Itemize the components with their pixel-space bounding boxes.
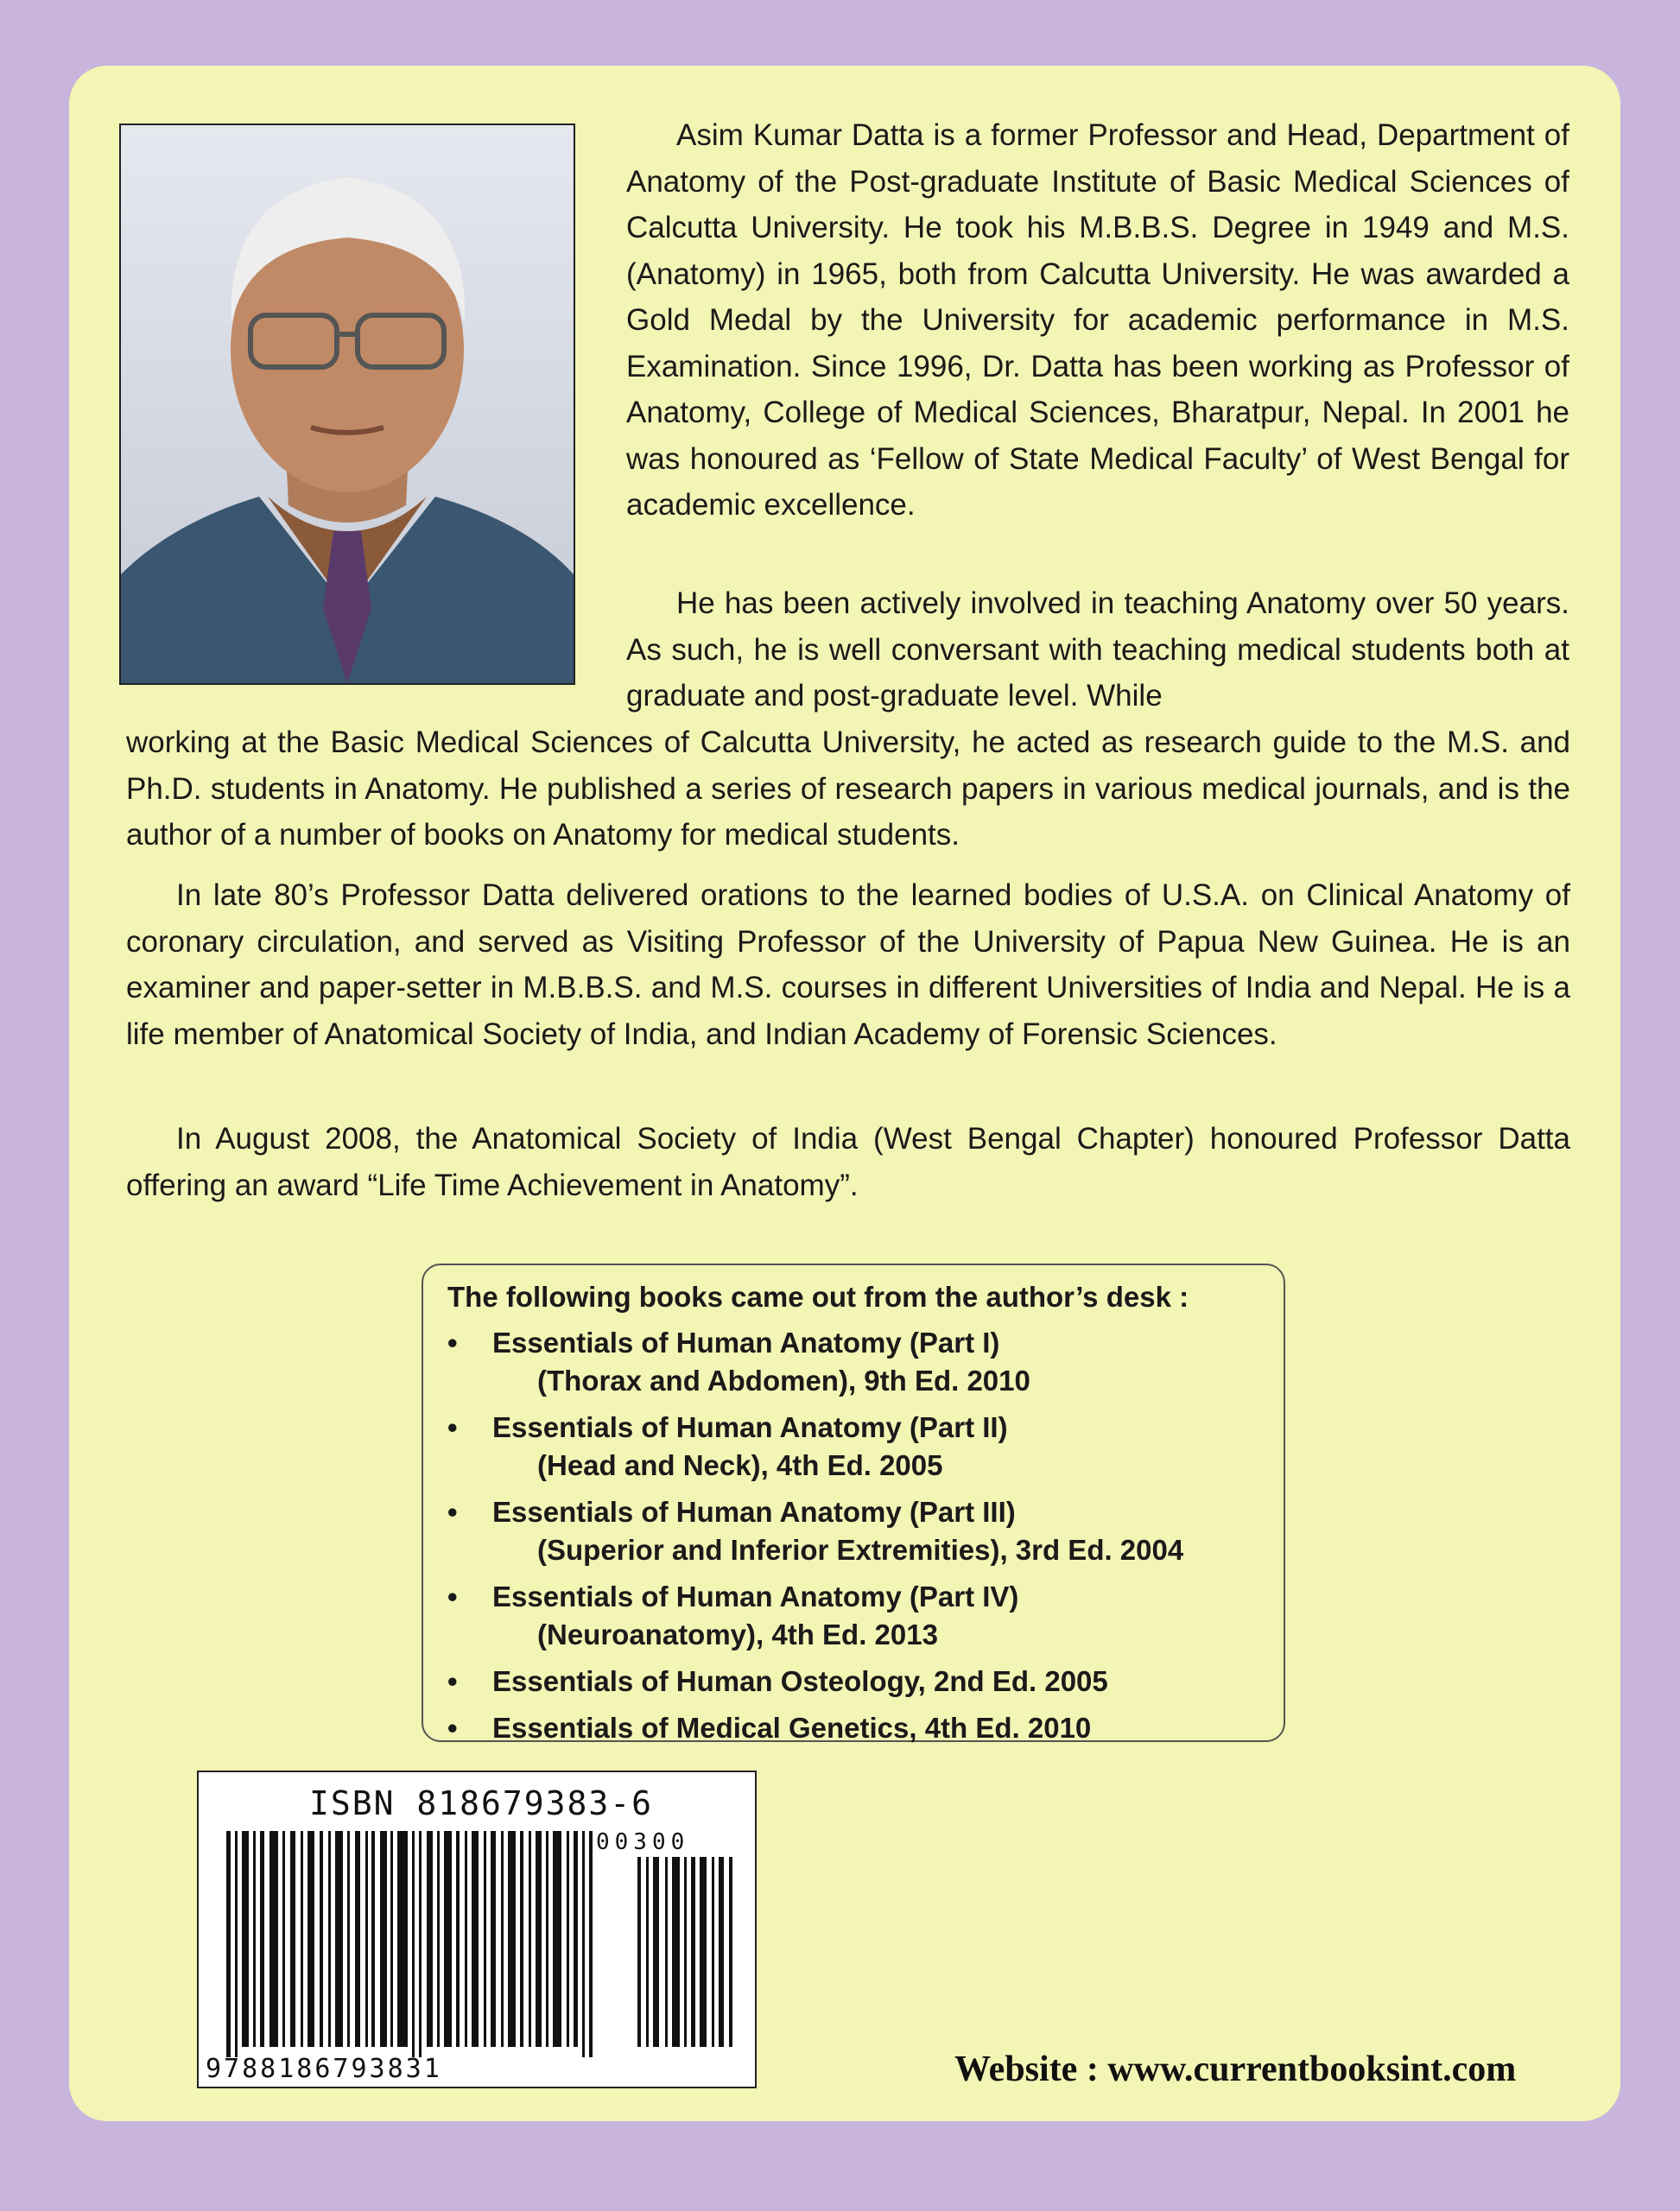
books-title: The following books came out from the author’s desk :: [447, 1281, 1189, 1313]
book-item: [447, 1578, 1266, 1654]
book-title: Essentials of Human Anatomy (Part IV): [492, 1581, 1019, 1612]
book-item: [447, 1324, 1266, 1400]
book-details: (Neuroanatomy), 4th Ed. 2013: [537, 1619, 938, 1650]
author-photo: [119, 124, 575, 685]
price-code: 00300: [596, 1829, 690, 1855]
book-item: [447, 1493, 1266, 1569]
book-title: Essentials of Human Anatomy (Part II): [492, 1411, 1008, 1443]
bio-paragraph-3: In late 80’s Professor Datta delivered orations to the learned bodies of U.S.A. on Clinical Anatomy of coronary circulation, and served as Visiting Professor of the University of Papua New Guinea. He is an examiner and paper-setter in M.B.B.S. and M.S. courses in different Universities of India and Nepal. He is a life member of Anatomical Society of India, and Indian Academy of Forensic Sciences.: [126, 878, 1570, 1051]
book-details: (Thorax and Abdomen), 9th Ed. 2010: [537, 1365, 1030, 1397]
bio-paragraph-2-rest: working at the Basic Medical Sciences of Calcutta University, he acted as research guide to the M.S. and Ph.D. students in Anatomy. He published a series of research papers in various medical journals, and is the author of a number of books on Anatomy for medical students.: [126, 725, 1570, 852]
book-details: (Head and Neck), 4th Ed. 2005: [537, 1449, 943, 1481]
book-title: Essentials of Human Anatomy (Part I): [492, 1327, 1000, 1359]
book-title: Essentials of Human Anatomy (Part III): [492, 1496, 1016, 1528]
bullet: •: [447, 1581, 458, 1612]
books-box: [422, 1264, 1285, 1742]
bullet: •: [447, 1496, 458, 1528]
isbn-number: ISBN 818679383-6: [309, 1784, 654, 1822]
bio-paragraph-4: In August 2008, the Anatomical Society of India (West Bengal Chapter) honoured Professor Datta offering an award “Life Time Achievement in Anatomy”.: [126, 1122, 1570, 1202]
bullet: •: [447, 1327, 458, 1359]
book-title: Essentials of Human Osteology, 2nd Ed. 2005: [492, 1665, 1108, 1697]
ean-digits: 9788186793831: [206, 2054, 442, 2084]
bullet: •: [447, 1712, 458, 1744]
isbn-barcode: [197, 1771, 757, 2088]
bullet: •: [447, 1665, 458, 1697]
book-details: (Superior and Inferior Extremities), 3rd Ed. 2004: [537, 1534, 1184, 1566]
book-title: Essentials of Medical Genetics, 4th Ed. 2010: [492, 1712, 1092, 1744]
book-item: [447, 1663, 1266, 1701]
bio-paragraph-1: Asim Kumar Datta is a former Professor and Head, Department of Anatomy of the Post-graduate Institute of Basic Medical Sciences of Calcutta University. He took his M.B.B.S. Degree in 1949 and M.S. (Anatomy) in 1965, both from Calcutta University. He was awarded a Gold Medal by the University for academic performance in M.S. Examination. Since 1996, Dr. Datta has been working as Professor of Anatomy, College of Medical Sciences, Bharatpur, Nepal. In 2001 he was honoured as ‘Fellow of State Medical Faculty’ of West Bengal for academic excellence.: [626, 118, 1569, 522]
bullet: •: [447, 1411, 458, 1443]
website-url[interactable]: Website : www.currentbooksint.com: [954, 2049, 1517, 2089]
bio-paragraph-2-start: He has been actively involved in teaching Anatomy over 50 years. As such, he is well conversant with teaching medical students both at graduate and post-graduate level. While: [626, 586, 1569, 713]
book-item: [447, 1409, 1266, 1485]
barcode-bars: [199, 1772, 755, 2087]
book-item: [447, 1709, 1266, 1747]
